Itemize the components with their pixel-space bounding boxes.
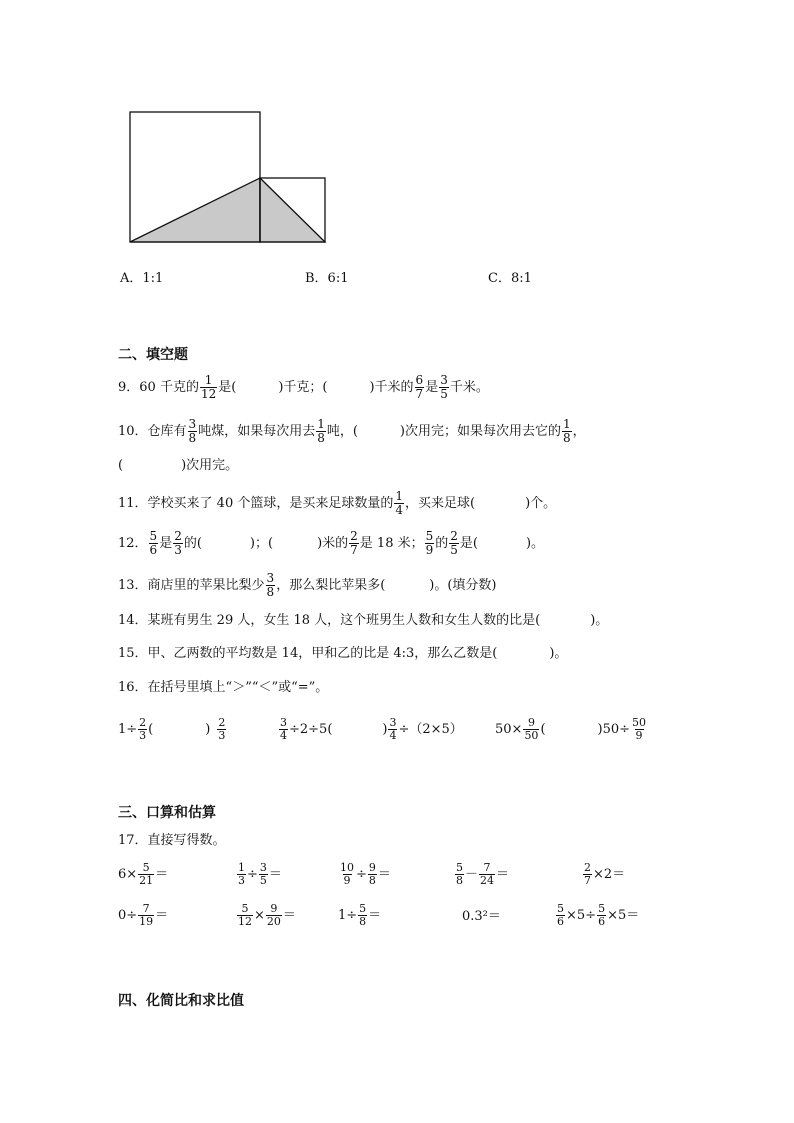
- question-12: 12． $\frac{5}{6}$ 是 $\frac{2}{3}$ 的( )；( )米的 $\frac{2}{7}$ 是 18 米； $\frac{5}{9}$ 的 $\frac{2}{5}$ 是( )。: [118, 529, 545, 557]
- fraction: $\frac{1}{4}$: [395, 489, 403, 517]
- question-10-line-2: ( )次用完。: [118, 458, 239, 473]
- fraction: $\frac{2}{3}$: [139, 716, 147, 742]
- question-10: 10．仓库有 $\frac{3}{8}$ 吨煤，如果每次用去 $\frac{1}{8}$ 吨，( )次用完；如果每次用去它的 $\frac{1}{8}$ ，: [118, 417, 586, 445]
- question-15: 15．甲、乙两数的平均数是 14，甲和乙的比是 4:3，那么乙数是( )。: [118, 646, 568, 661]
- fraction: $\frac{2}{5}$: [450, 529, 458, 557]
- fraction: $\frac{2}{7}$: [584, 861, 591, 887]
- calc-item: 0.3²＝: [462, 909, 501, 924]
- section-title-fill-blank: 二、填空题: [118, 347, 188, 363]
- question-13: 13．商店里的苹果比梨少 $\frac{3}{8}$ ，那么梨比苹果多( )。(填分数): [118, 571, 497, 599]
- fraction: $\frac{50}{9}$: [632, 716, 647, 742]
- option-b: B．6:1: [305, 271, 349, 286]
- fraction: $\frac{10}{9}$: [340, 861, 354, 887]
- question-9: 9．60 千克的 $\frac{1}{12}$ 是( )千克；( )千米的 $\frac{6}{7}$ 是 $\frac{3}{5}$ 千米。: [118, 373, 489, 401]
- calc-item: $\frac{1}{3}$ ÷ $\frac{3}{5}$ ＝: [238, 861, 282, 887]
- fraction: $\frac{5}{8}$: [359, 902, 367, 928]
- fraction: $\frac{9}{8}$: [368, 861, 376, 887]
- calc-item: $\frac{5}{6}$ ×5÷ $\frac{5}{6}$ ×5＝: [557, 902, 640, 928]
- fraction: $\frac{3}{5}$: [440, 373, 448, 401]
- fraction: $\frac{5}{12}$: [238, 902, 252, 928]
- question-14: 14．某班有男生 29 人，女生 18 人，这个班男生人数和女生人数的比是( )。: [118, 613, 609, 628]
- calc-item: $\frac{5}{12}$ × $\frac{9}{20}$ ＝: [238, 902, 296, 928]
- calc-item: $\frac{5}{8}$ － $\frac{7}{24}$ ＝: [456, 861, 510, 887]
- question-16: 16．在括号里填上“＞”“＜”或“=”。: [118, 680, 329, 695]
- calc-item: 1÷ $\frac{5}{8}$ ＝: [338, 902, 382, 928]
- calc-item: $\frac{10}{9}$ ÷ $\frac{9}{8}$ ＝: [340, 861, 391, 887]
- fraction: $\frac{3}{5}$: [259, 861, 267, 887]
- calc-item: $\frac{2}{7}$ ×2＝: [584, 861, 626, 887]
- shaded-triangle-left: [130, 178, 260, 242]
- calc-item: 0÷ $\frac{7}{19}$ ＝: [118, 902, 169, 928]
- fraction: $\frac{3}{8}$: [266, 571, 275, 599]
- shaded-triangle-right: [260, 178, 325, 242]
- compare-item-1: 1÷ $\frac{2}{3}$ ( ) $\frac{2}{3}$: [118, 716, 226, 742]
- compare-item-2: $\frac{3}{4}$ ÷2÷5( ) $\frac{3}{4}$ ÷（2×5）: [280, 716, 463, 742]
- fraction: $\frac{5}{21}$: [139, 861, 154, 887]
- fraction: $\frac{5}{6}$: [557, 902, 564, 928]
- section-title-simplify-ratio: 四、化简比和求比值: [118, 993, 244, 1009]
- option-a: A．1:1: [120, 271, 164, 286]
- fraction: $\frac{9}{20}$: [266, 902, 281, 928]
- fraction: $\frac{1}{8}$: [317, 417, 325, 445]
- fraction: $\frac{2}{7}$: [350, 529, 358, 557]
- fraction: $\frac{1}{8}$: [563, 417, 571, 445]
- fraction: $\frac{1}{12}$: [200, 373, 217, 401]
- fraction: $\frac{3}{8}$: [188, 417, 197, 445]
- calc-item: 6× $\frac{5}{21}$ ＝: [118, 861, 169, 887]
- fraction: $\frac{5}{6}$: [149, 529, 158, 557]
- fraction: $\frac{3}{4}$: [389, 716, 397, 742]
- fraction: $\frac{5}{6}$: [598, 902, 606, 928]
- fraction: $\frac{2}{3}$: [218, 716, 226, 742]
- option-c: C．8:1: [488, 271, 532, 286]
- fraction: $\frac{5}{9}$: [425, 529, 434, 557]
- fraction: $\frac{7}{19}$: [139, 902, 154, 928]
- fraction: $\frac{3}{4}$: [280, 716, 287, 742]
- fraction: $\frac{1}{3}$: [238, 861, 245, 887]
- geometry-figure: [120, 105, 335, 250]
- fraction: $\frac{5}{8}$: [456, 861, 463, 887]
- question-17: 17．直接写得数。: [118, 833, 226, 848]
- q9-text: 9．60 千克的: [118, 379, 199, 395]
- fraction: $\frac{7}{24}$: [480, 861, 495, 887]
- compare-item-3: 50× $\frac{9}{50}$ ( )50÷ $\frac{50}{9}$: [495, 716, 647, 742]
- section-title-mental-math: 三、口算和估算: [118, 805, 216, 821]
- fraction: $\frac{9}{50}$: [524, 716, 539, 742]
- question-11: 11．学校买来了 40 个篮球，是买来足球数量的 $\frac{1}{4}$ ，买来足球( )个。: [118, 489, 557, 517]
- fraction: $\frac{6}{7}$: [415, 373, 424, 401]
- fraction: $\frac{2}{3}$: [174, 529, 182, 557]
